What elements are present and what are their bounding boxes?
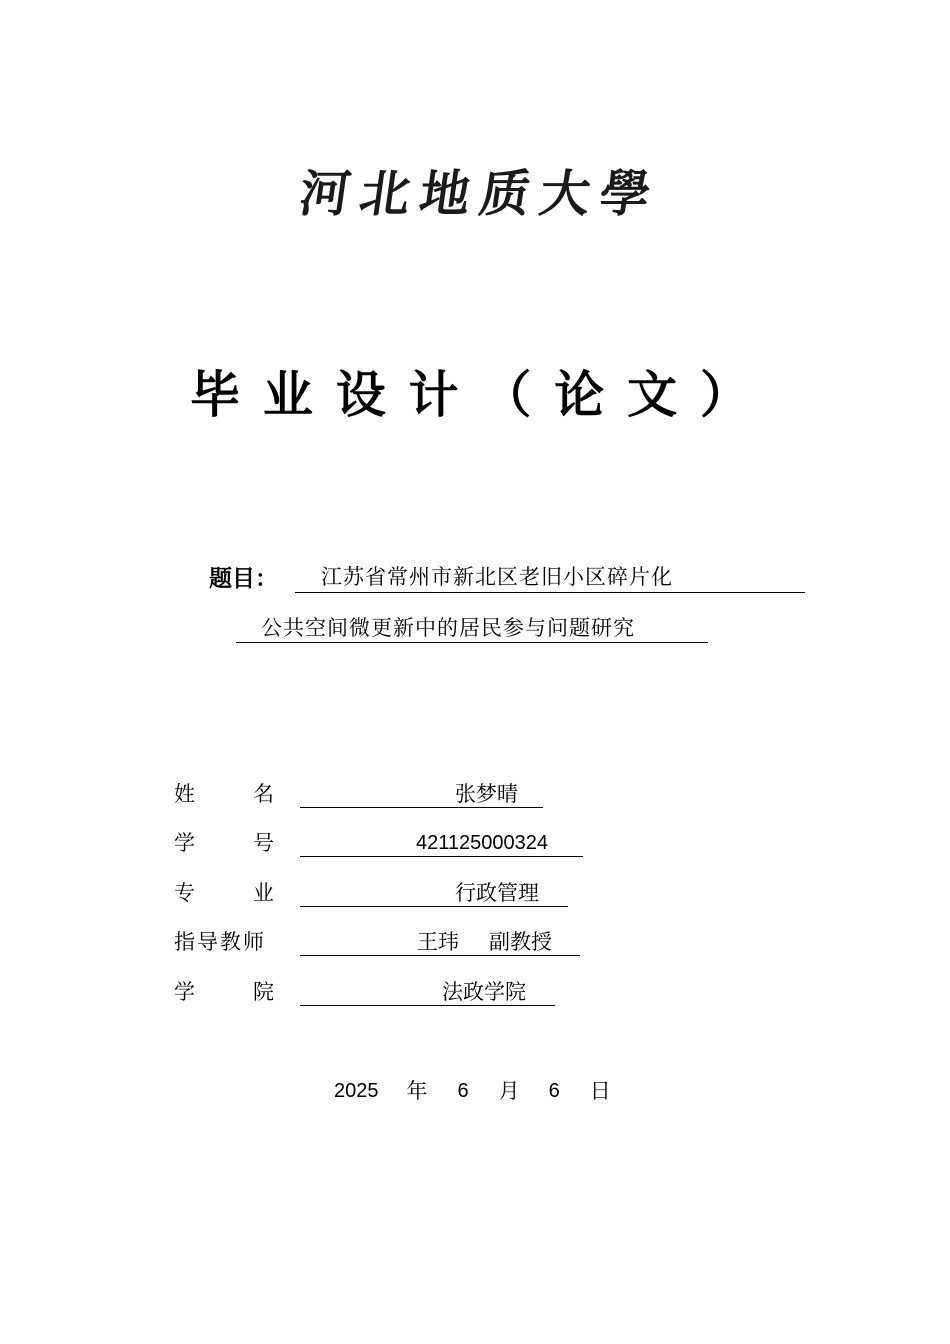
subject-label: 题目： [209, 566, 278, 592]
date-month-unit: 月 [498, 1079, 520, 1103]
advisor-title: 副教授 [489, 930, 552, 954]
title-char: 设 [335, 366, 386, 424]
title-char: 业 [262, 366, 313, 424]
name-label-char: 姓 [174, 782, 195, 806]
college-label [174, 977, 274, 1007]
subject-line-1: 江苏省常州市新北区老旧小区碎片化 [295, 562, 805, 593]
major-label [174, 878, 274, 908]
submission-date [334, 1076, 614, 1106]
college-label-char: 院 [253, 980, 274, 1004]
advisor-label [174, 927, 274, 957]
name-label-char: 名 [253, 782, 274, 806]
date-day: 6 [548, 1080, 560, 1102]
logo-char: 大 [535, 164, 595, 223]
university-logo [295, 163, 655, 225]
advisor-label-text: 指导教师 [174, 930, 266, 954]
logo-char: 北 [355, 164, 415, 223]
major-value: 行政管理 [300, 878, 568, 907]
date-year: 2025 [334, 1080, 379, 1102]
advisor-value [300, 927, 580, 956]
college-label-char: 学 [174, 980, 195, 1004]
major-label-char: 业 [253, 881, 274, 905]
advisor-name: 王玮 [417, 930, 459, 954]
date-year-unit: 年 [406, 1079, 428, 1103]
student-id-label-char: 号 [253, 831, 274, 855]
logo-char: 學 [595, 164, 655, 223]
name-label [174, 779, 274, 809]
title-char: 毕 [190, 366, 240, 424]
name-value: 张梦晴 [300, 779, 543, 808]
document-title [190, 360, 750, 430]
major-label-char: 专 [174, 881, 195, 905]
student-id-label [174, 828, 274, 858]
student-id-value: 421125000324 [300, 828, 583, 857]
logo-char: 质 [475, 164, 535, 223]
title-char: 文 [627, 366, 678, 424]
subject-line-2: 公共空间微更新中的居民参与问题研究 [236, 613, 708, 643]
date-day-unit: 日 [589, 1079, 611, 1103]
logo-char: 河 [295, 164, 355, 223]
title-char: （ [481, 366, 532, 424]
title-char: 计 [408, 366, 459, 424]
logo-char: 地 [415, 164, 475, 223]
title-char: 论 [554, 366, 605, 424]
title-char: ） [699, 366, 750, 424]
college-value: 法政学院 [300, 977, 555, 1006]
student-id-label-char: 学 [174, 831, 195, 855]
date-month: 6 [457, 1080, 469, 1102]
